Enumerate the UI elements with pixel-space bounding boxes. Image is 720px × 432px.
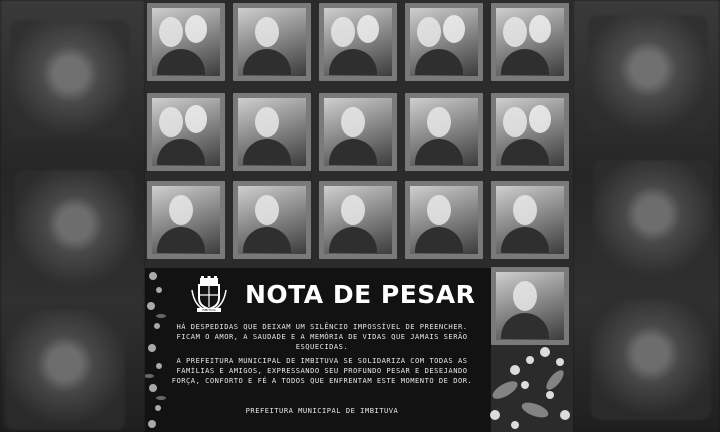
flower-decoration-left <box>145 266 167 432</box>
blurred-background-left <box>0 0 145 432</box>
page-title: NOTA DE PESAR <box>245 280 476 309</box>
blurred-photo <box>15 170 135 290</box>
crest-banner-text: IMBITUVA <box>202 308 216 312</box>
memorial-photo <box>147 3 225 81</box>
message-paragraph-1: HÁ DESPEDIDAS QUE DEIXAM UM SILÊNCIO IMPOSSÍVEL DE PREENCHER. FICAM O AMOR, A SAUDADE E A MEMÓRIA DE VIDAS QUE JAMAIS SERÃO ESQUECIDAS. <box>176 322 468 351</box>
memorial-photo <box>491 267 569 345</box>
message-paragraph-2: A PREFEITURA MUNICIPAL DE IMBITUVA SE SOLIDARIZA COM TODAS AS FAMÍLIAS E AMIGOS, EXPRESSANDO SEU PROFUNDO PESAR E DESEJANDO FORÇA, CONFORTO E FÉ A TODOS QUE ENFRENTAM ESTE MOMENTO DE DOR. <box>171 356 473 385</box>
blurred-photo <box>593 160 713 280</box>
blurred-photo <box>5 310 125 430</box>
blurred-photo <box>591 300 711 420</box>
memorial-photo <box>233 3 311 81</box>
memorial-photo <box>319 3 397 81</box>
flower-decoration-right <box>475 340 575 432</box>
memorial-photo <box>147 93 225 171</box>
imbituva-crest-icon <box>191 276 227 312</box>
memorial-photo <box>405 3 483 81</box>
memorial-photo <box>147 181 225 259</box>
memorial-photo <box>491 181 569 259</box>
blurred-photo <box>588 15 708 135</box>
memorial-photo <box>405 93 483 171</box>
memorial-photo <box>319 181 397 259</box>
memorial-poster <box>145 0 573 432</box>
memorial-photo <box>319 93 397 171</box>
blurred-photo <box>10 20 130 140</box>
memorial-photo <box>491 3 569 81</box>
blurred-background-right <box>573 0 720 432</box>
memorial-photo <box>233 181 311 259</box>
memorial-photo <box>405 181 483 259</box>
signature: PREFEITURA MUNICIPAL DE IMBITUVA <box>245 406 399 415</box>
memorial-photo <box>233 93 311 171</box>
memorial-photo <box>491 93 569 171</box>
